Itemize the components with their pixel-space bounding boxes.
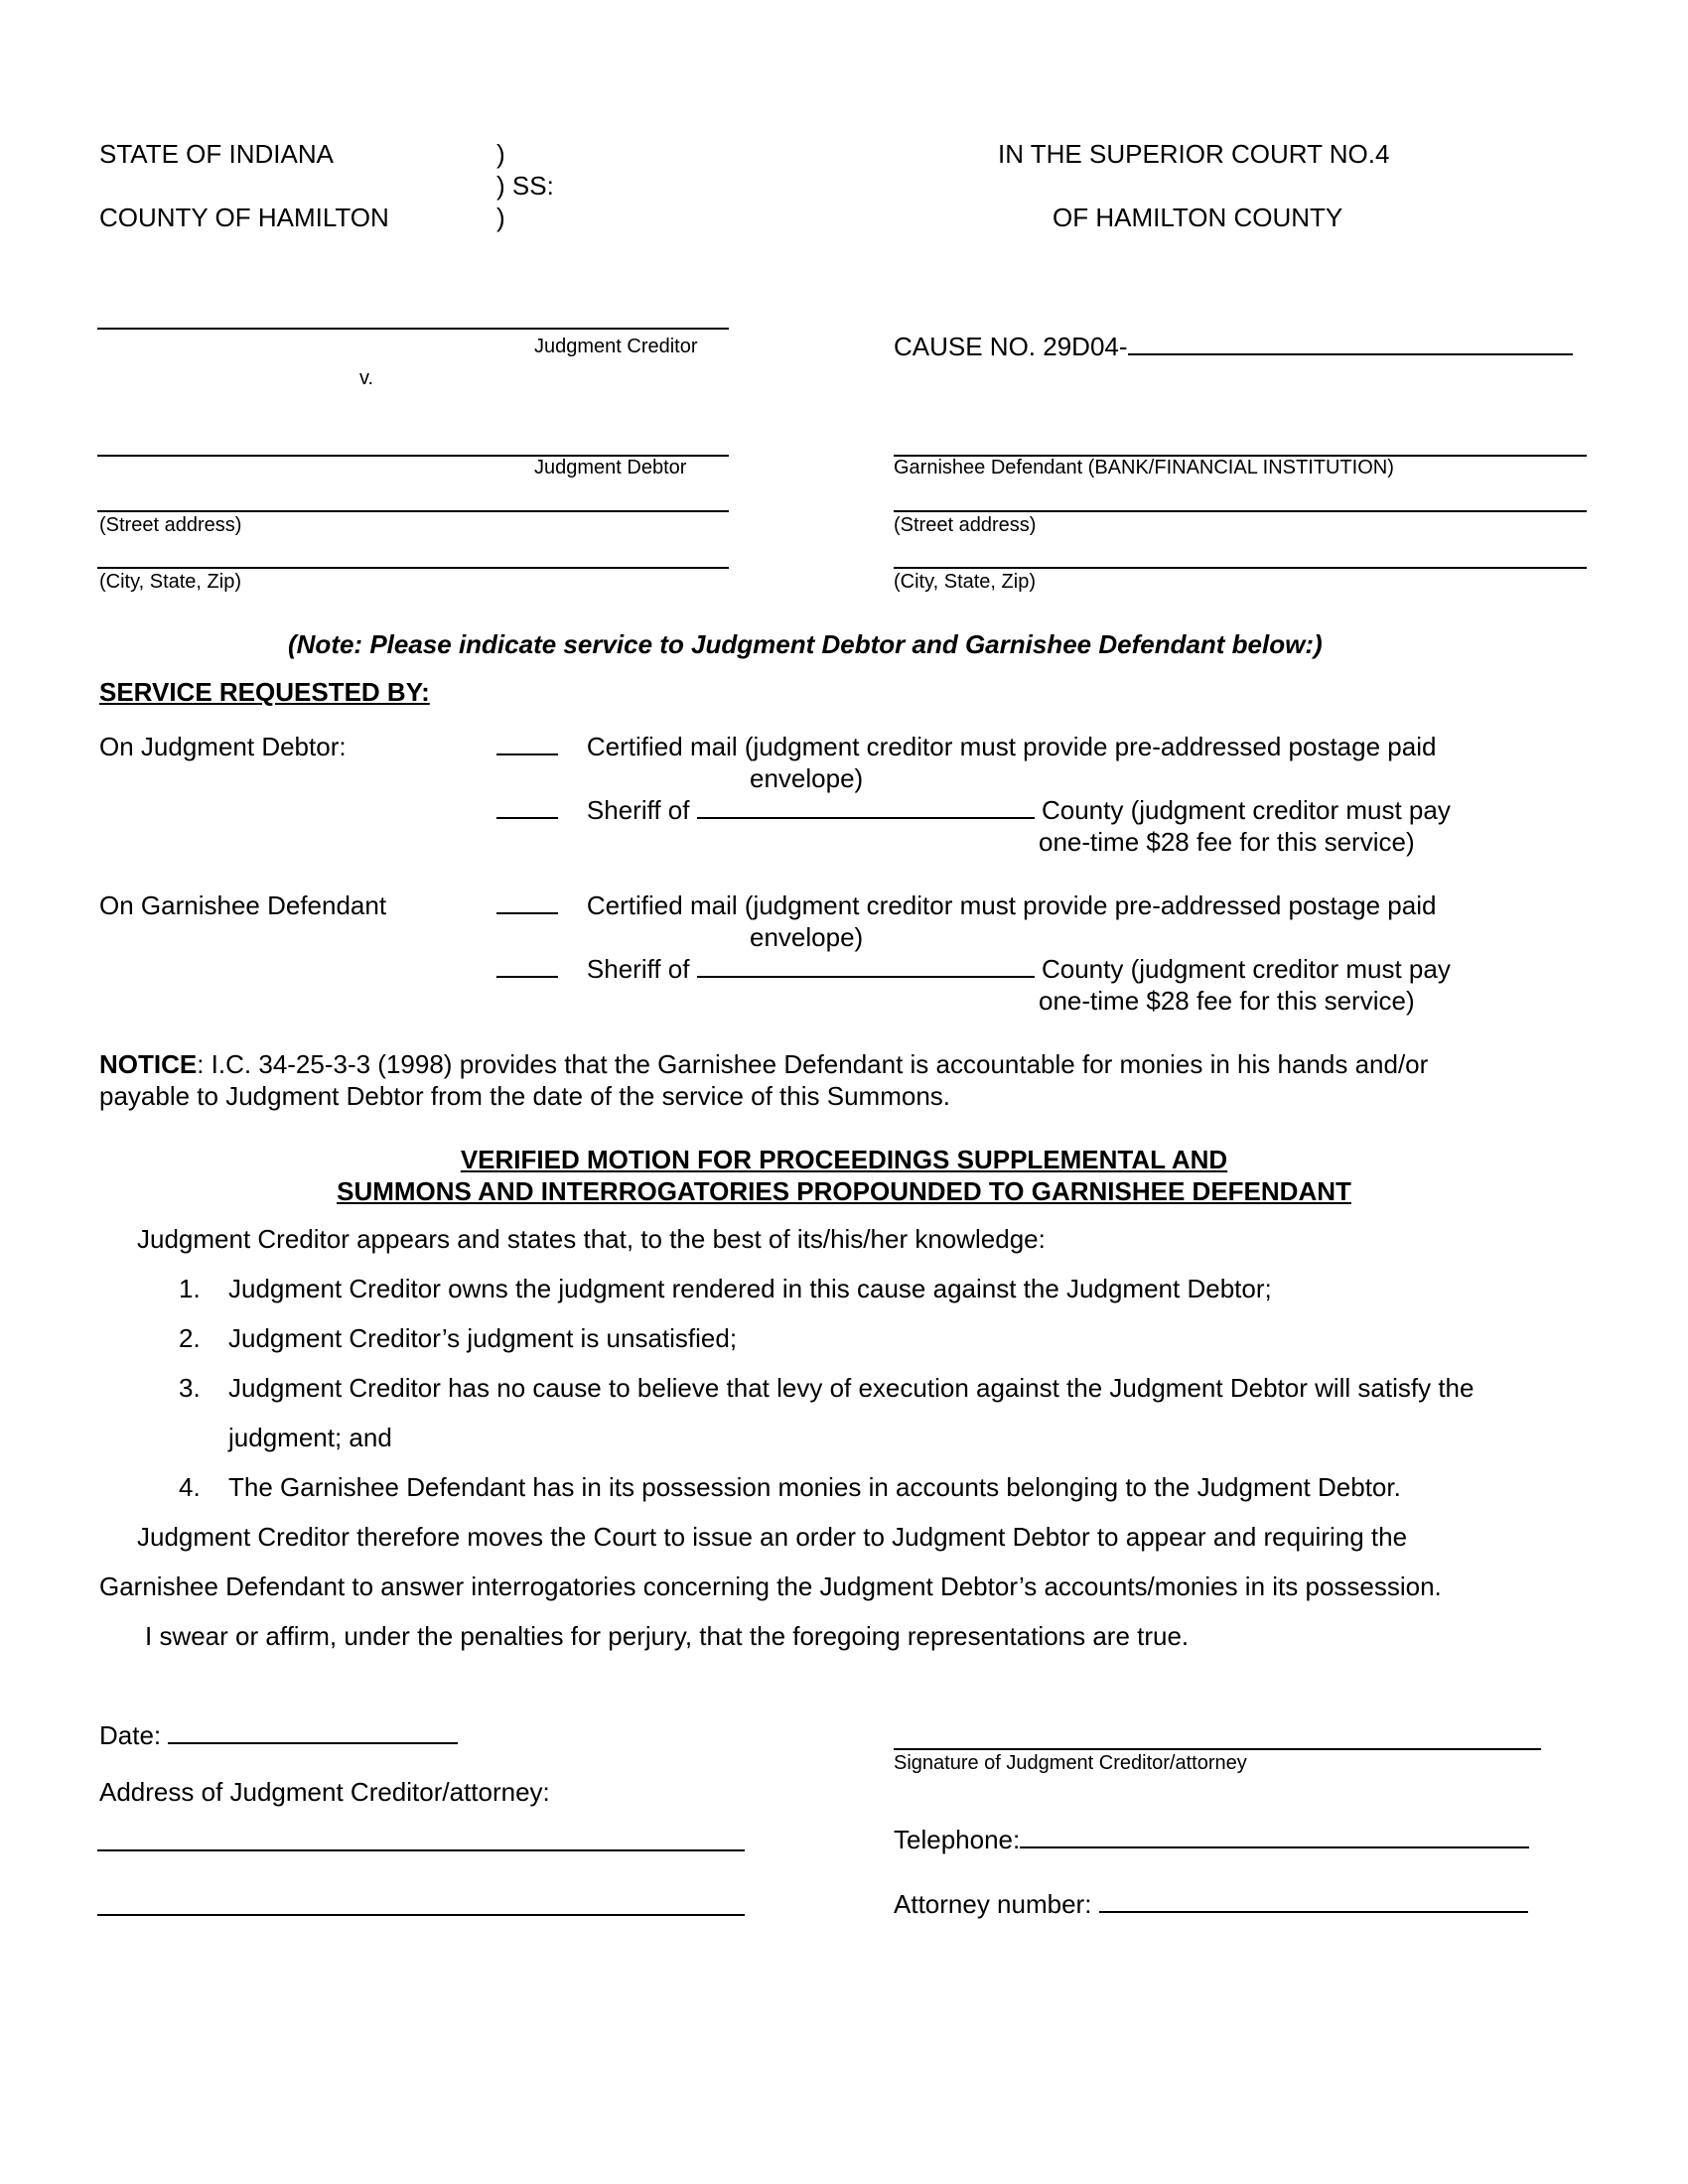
item-text: Judgment Creditor’s judgment is unsatisfied; [228, 1323, 738, 1353]
caption-ss: ) SS: [496, 171, 554, 201]
garnishee-city-label: (City, State, Zip) [894, 571, 1036, 593]
address-line-1[interactable] [97, 1849, 745, 1851]
caption-paren: ) [496, 139, 505, 169]
attorney-number-field[interactable] [1099, 1889, 1528, 1913]
certified-text: Certified mail (judgment creditor must provide pre-addressed postage paid [586, 890, 1437, 920]
certified-checkbox-blank[interactable] [496, 890, 558, 914]
item-text: The Garnishee Defendant has in its possession monies in accounts belonging to the Judgment Debtor. [228, 1472, 1401, 1502]
judgment-creditor-line[interactable] [97, 328, 729, 330]
attorney-number-row [894, 1889, 1528, 1920]
caption-paren: ) [496, 203, 505, 232]
item-text: Judgment Creditor owns the judgment rendered in this cause against the Judgment Debtor; [228, 1274, 1272, 1303]
certified-text-cont: envelope) [750, 922, 864, 952]
telephone-row [894, 1825, 1529, 1855]
service-debtor-certified [496, 732, 1436, 762]
sheriff-county-field[interactable] [697, 954, 1035, 978]
service-garnishee-certified [496, 890, 1436, 921]
service-garnishee-label: On Garnishee Defendant [99, 890, 387, 920]
debtor-city-label: (City, State, Zip) [99, 571, 241, 593]
item-number: 4. [179, 1472, 201, 1502]
sheriff-suffix-cont: one-time $28 fee for this service) [1039, 827, 1415, 857]
attorney-number-label: Attorney number: [894, 1889, 1092, 1919]
service-debtor-label: On Judgment Debtor: [99, 732, 347, 761]
notice-label: NOTICE [99, 1049, 198, 1079]
motion-title-line2: SUMMONS AND INTERROGATORIES PROPOUNDED TO GARNISHEE DEFENDANT [337, 1176, 1351, 1206]
cause-number-field[interactable] [1128, 332, 1573, 355]
sheriff-suffix: County (judgment creditor must pay [1041, 954, 1451, 984]
address-line-2[interactable] [97, 1914, 745, 1916]
therefore-text: Judgment Creditor therefore moves the Court to issue an order to Judgment Debtor to appear and requiring the [137, 1522, 1408, 1552]
item-number: 1. [179, 1274, 201, 1303]
telephone-field[interactable] [1020, 1825, 1529, 1848]
debtor-street-label: (Street address) [99, 514, 242, 536]
sheriff-prefix: Sheriff of [586, 795, 690, 825]
garnishee-label: Garnishee Defendant (BANK/FINANCIAL INSTITUTION) [894, 457, 1394, 478]
therefore-text-cont: Garnishee Defendant to answer interrogatories concerning the Judgment Debtor’s accounts/monies in its possession. [99, 1571, 1442, 1601]
service-note: (Note: Please indicate service to Judgment Debtor and Garnishee Defendant below:) [288, 629, 1323, 659]
service-debtor-sheriff [496, 795, 1451, 826]
item-number: 3. [179, 1373, 201, 1403]
court-county: OF HAMILTON COUNTY [1053, 203, 1343, 232]
certified-text: Certified mail (judgment creditor must provide pre-addressed postage paid [586, 732, 1437, 761]
notice-text: : I.C. 34-25-3-3 (1998) provides that the Garnishee Defendant is accountable for monies in his hands and/or [197, 1049, 1429, 1079]
state-label: STATE OF INDIANA [99, 139, 334, 169]
motion-intro: Judgment Creditor appears and states that, to the best of its/his/her knowledge: [137, 1224, 1046, 1254]
item-text: Judgment Creditor has no cause to believe that levy of execution against the Judgment Debtor will satisfy the [228, 1373, 1475, 1403]
date-field[interactable] [168, 1720, 458, 1744]
affirmation-text: I swear or affirm, under the penalties for perjury, that the foregoing representations are true. [145, 1621, 1190, 1651]
sheriff-prefix: Sheriff of [586, 954, 690, 984]
date-row [99, 1720, 458, 1751]
court-name: IN THE SUPERIOR COURT NO.4 [998, 139, 1390, 169]
notice-text-cont: payable to Judgment Debtor from the date of the service of this Summons. [99, 1081, 950, 1111]
address-label: Address of Judgment Creditor/attorney: [99, 1777, 550, 1807]
sheriff-suffix: County (judgment creditor must pay [1041, 795, 1451, 825]
sheriff-checkbox-blank[interactable] [496, 795, 558, 819]
garnishee-street-line[interactable] [894, 510, 1587, 512]
motion-title-line1: VERIFIED MOTION FOR PROCEEDINGS SUPPLEMENTAL AND [460, 1145, 1228, 1174]
debtor-city-line[interactable] [97, 567, 729, 569]
signature-line[interactable] [894, 1748, 1541, 1750]
signature-label: Signature of Judgment Creditor/attorney [894, 1752, 1247, 1774]
sheriff-suffix-cont: one-time $28 fee for this service) [1039, 986, 1415, 1016]
cause-number-label: CAUSE NO. 29D04- [894, 332, 1128, 361]
item-text-cont: judgment; and [228, 1423, 392, 1452]
certified-text-cont: envelope) [750, 763, 864, 793]
debtor-street-line[interactable] [97, 510, 729, 512]
service-heading: SERVICE REQUESTED BY: [99, 677, 430, 707]
cause-number [894, 332, 1573, 362]
garnishee-city-line[interactable] [894, 567, 1587, 569]
versus-label: v. [359, 367, 374, 389]
notice-paragraph [99, 1049, 1428, 1080]
service-garnishee-sheriff [496, 954, 1451, 985]
item-number: 2. [179, 1323, 201, 1353]
sheriff-checkbox-blank[interactable] [496, 954, 558, 978]
certified-checkbox-blank[interactable] [496, 732, 558, 755]
telephone-label: Telephone: [894, 1825, 1021, 1854]
judgment-creditor-label: Judgment Creditor [534, 336, 698, 357]
date-label: Date: [99, 1720, 162, 1750]
sheriff-county-field[interactable] [697, 795, 1035, 819]
judgment-debtor-label: Judgment Debtor [534, 457, 687, 478]
garnishee-street-label: (Street address) [894, 514, 1037, 536]
county-label: COUNTY OF HAMILTON [99, 203, 389, 232]
